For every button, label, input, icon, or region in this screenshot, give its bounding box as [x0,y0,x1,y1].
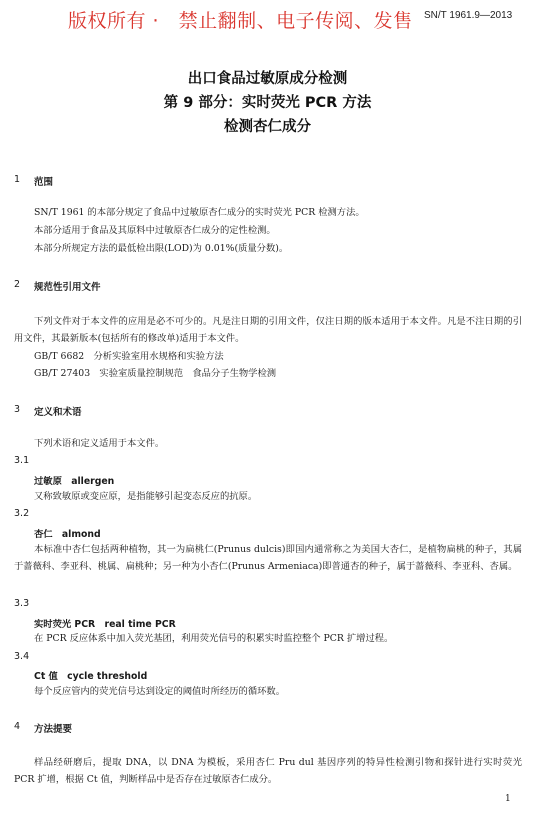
watermark-text: 版权所有 · 禁止翻制、电子传阅、发售 [68,10,413,32]
section-1-number: 1 [14,174,21,185]
section-1-heading: 范围 [34,177,54,188]
section-3-heading: 定义和术语 [34,407,82,418]
page-number: 1 [505,794,511,804]
reference-item: GB/T 27403 实验室质量控制规范 食品分子生物学检测 [34,368,277,379]
section-3-number: 3 [14,404,21,415]
term-definition: 每个反应管内的荧光信号达到设定的阈值时所经历的循环数。 [34,686,286,697]
term-number: 3.3 [14,598,30,609]
section-1-para-3: 本部分所规定方法的最低检出限(LOD)为 0.01%(质量分数)。 [34,243,289,254]
section-3-intro: 下列术语和定义适用于本文件。 [34,438,165,449]
term-name: 过敏原 allergen [34,476,115,487]
title-line-1: 出口食品过敏原成分检测 [187,71,348,87]
reference-item: GB/T 6682 分析实验室用水规格和实验方法 [34,351,224,362]
section-4-heading: 方法提要 [34,724,73,735]
title-line-3: 检测杏仁成分 [224,119,311,135]
term-number: 3.4 [14,651,30,662]
section-4-number: 4 [14,721,21,732]
section-1-para-1: SN/T 1961 的本部分规定了食品中过敏原杏仁成分的实时荧光 PCR 检测方法。 [34,207,365,218]
term-definition: 本标准中杏仁包括两种植物，其一为扁桃仁(Prunus dulcis)即国内通常称之为美国大杏仁，是植物扁桃的种子，其属于蔷薇科、李亚科、桃属、扁桃种；另一种为小杏仁(Prunus Armeniaca)即普通杏的种子，属于蔷薇科、李亚科、杏属。 [14,544,522,572]
term-definition: 在 PCR 反应体系中加入荧光基团，利用荧光信号的积累实时监控整个 PCR 扩增过程。 [34,633,394,644]
section-2-para-1: 下列文件对于本文件的应用是必不可少的。凡是注日期的引用文件，仅注日期的版本适用于本文件。凡是不注日期的引用文件，其最新版本(包括所有的修改单)适用于本文件。 [14,316,522,344]
section-1-para-2: 本部分适用于食品及其原料中过敏原杏仁成分的定性检测。 [34,225,276,236]
title-line-2: 第 9 部分：实时荧光 PCR 方法 [163,95,372,111]
term-number: 3.2 [14,508,30,519]
section-2-heading: 规范性引用文件 [34,282,101,293]
term-name: 杏仁 almond [34,529,101,540]
term-name: 实时荧光 PCR real time PCR [34,619,176,630]
term-name: Ct 值 cycle threshold [34,671,148,682]
section-4-para-1: 样品经研磨后，提取 DNA，以 DNA 为模板，采用杏仁 Pru dul 基因序列的特异性检测引物和探针进行实时荧光 PCR 扩增，根据 Ct 值，判断样品中是否存在过敏原杏仁成分。 [14,757,522,785]
term-definition: 又称致敏原或变应原，是指能够引起变态反应的抗原。 [34,491,258,502]
standard-number: SN/T 1961.9—2013 [424,10,513,21]
term-number: 3.1 [14,455,30,466]
section-2-number: 2 [14,279,21,290]
